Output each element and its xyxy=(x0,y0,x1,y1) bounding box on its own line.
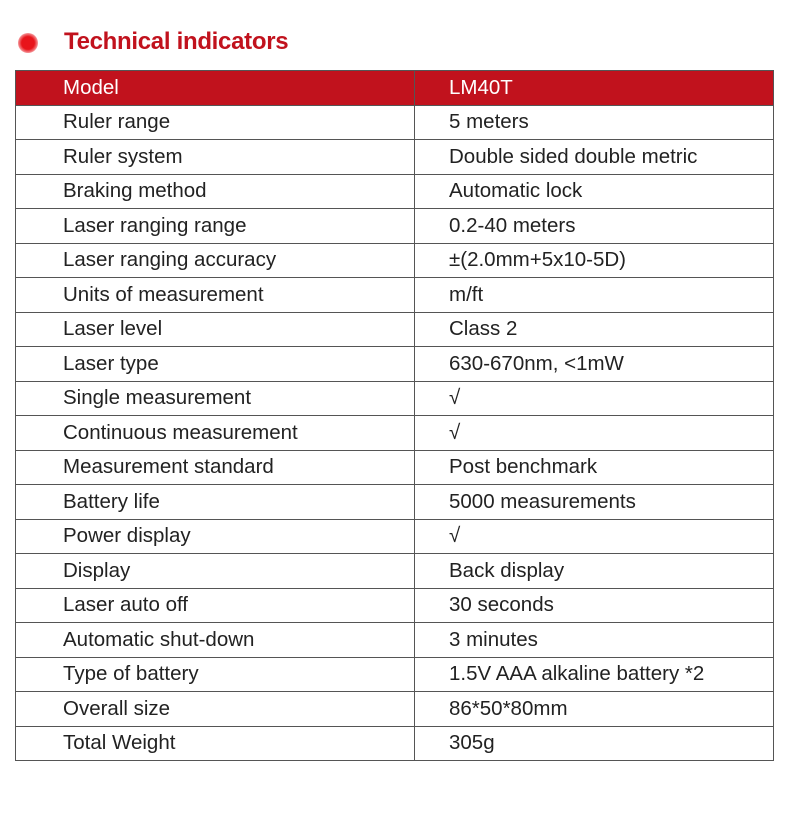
table-row xyxy=(16,312,774,347)
spec-label: Automatic shut-down xyxy=(16,623,415,658)
spec-label: Ruler range xyxy=(16,105,415,140)
spec-value: √ xyxy=(415,381,774,416)
spec-value: 0.2-40 meters xyxy=(415,209,774,244)
table-row xyxy=(16,209,774,244)
spec-value: Back display xyxy=(415,554,774,589)
spec-value: √ xyxy=(415,416,774,451)
spec-label: Ruler system xyxy=(16,140,415,175)
spec-value: 30 seconds xyxy=(415,588,774,623)
table-row xyxy=(16,174,774,209)
spec-value: 86*50*80mm xyxy=(415,692,774,727)
spec-label: Laser ranging accuracy xyxy=(16,243,415,278)
spec-value: Class 2 xyxy=(415,312,774,347)
spec-value: 305g xyxy=(415,726,774,761)
spec-label: Overall size xyxy=(16,692,415,727)
table-row xyxy=(16,657,774,692)
table-header-row xyxy=(16,71,774,106)
spec-value: ±(2.0mm+5x10-5D) xyxy=(415,243,774,278)
spec-label: Continuous measurement xyxy=(16,416,415,451)
spec-value: 5 meters xyxy=(415,105,774,140)
spec-value: 3 minutes xyxy=(415,623,774,658)
spec-label: Type of battery xyxy=(16,657,415,692)
header-value: LM40T xyxy=(415,71,774,106)
spec-value: Post benchmark xyxy=(415,450,774,485)
spec-label: Laser level xyxy=(16,312,415,347)
spec-label: Measurement standard xyxy=(16,450,415,485)
table-row xyxy=(16,450,774,485)
table-row xyxy=(16,416,774,451)
table-row xyxy=(16,347,774,382)
table-row xyxy=(16,623,774,658)
spec-label: Units of measurement xyxy=(16,278,415,313)
spec-table xyxy=(15,70,774,761)
table-row xyxy=(16,726,774,761)
table-row xyxy=(16,554,774,589)
table-row xyxy=(16,519,774,554)
spec-label: Display xyxy=(16,554,415,589)
table-row xyxy=(16,105,774,140)
spec-value: 630-670nm, <1mW xyxy=(415,347,774,382)
spec-label: Battery life xyxy=(16,485,415,520)
table-row xyxy=(16,381,774,416)
spec-value: Double sided double metric xyxy=(415,140,774,175)
spec-value: Automatic lock xyxy=(415,174,774,209)
spec-label: Single measurement xyxy=(16,381,415,416)
table-row xyxy=(16,588,774,623)
table-row xyxy=(16,243,774,278)
spec-label: Laser type xyxy=(16,347,415,382)
spec-label: Laser auto off xyxy=(16,588,415,623)
spec-label: Total Weight xyxy=(16,726,415,761)
table-row xyxy=(16,485,774,520)
section-heading xyxy=(18,24,288,60)
spec-value: 1.5V AAA alkaline battery *2 xyxy=(415,657,774,692)
spec-label: Power display xyxy=(16,519,415,554)
red-dot-icon xyxy=(18,33,38,53)
spec-value: m/ft xyxy=(415,278,774,313)
spec-label: Laser ranging range xyxy=(16,209,415,244)
table-row xyxy=(16,278,774,313)
header-label: Model xyxy=(16,71,415,106)
section-title: Technical indicators xyxy=(64,28,289,55)
spec-label: Braking method xyxy=(16,174,415,209)
table-row xyxy=(16,140,774,175)
spec-value: 5000 measurements xyxy=(415,485,774,520)
spec-value: √ xyxy=(415,519,774,554)
table-row xyxy=(16,692,774,727)
